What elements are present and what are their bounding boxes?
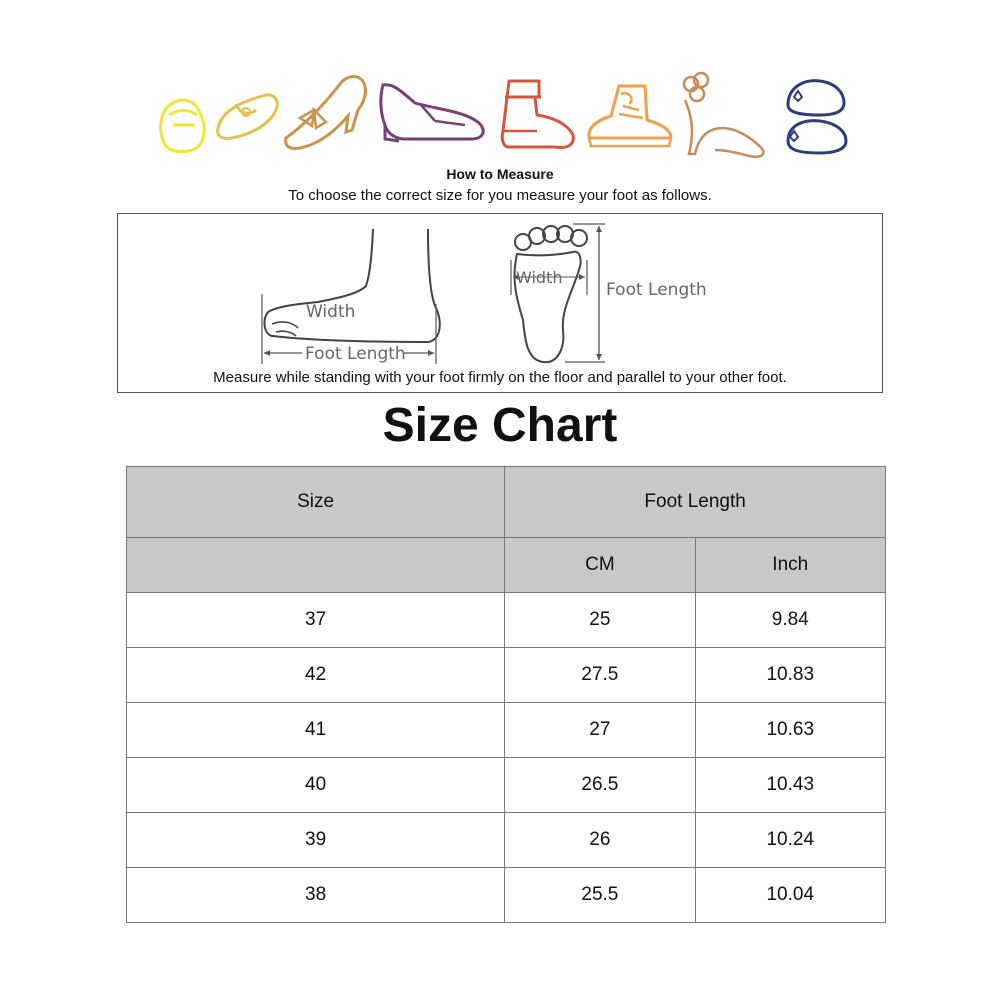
cell-size: 39: [127, 813, 505, 868]
cell-cm: 26.5: [505, 758, 695, 813]
measurement-diagram-box: [117, 213, 883, 393]
cell-size: 38: [127, 868, 505, 923]
cell-cm: 27.5: [505, 648, 695, 703]
cell-inch: 10.63: [695, 703, 885, 758]
sole-width-label: Width: [516, 268, 563, 287]
boot-icon: [495, 75, 580, 153]
sneaker-icon: [583, 80, 678, 150]
side-foot-length-label: Foot Length: [305, 344, 406, 364]
loafer-icon: [375, 75, 490, 150]
table-row: [127, 593, 886, 648]
cell-size: 37: [127, 593, 505, 648]
size-table: [126, 466, 886, 923]
table-row: [127, 703, 886, 758]
sandal-icon: [212, 80, 282, 142]
cell-cm: 26: [505, 813, 695, 868]
baby-shoe-icon: [155, 85, 215, 155]
cell-cm: 25.5: [505, 868, 695, 923]
heel-pump-icon: [280, 70, 375, 155]
cell-cm: 25: [505, 593, 695, 648]
how-to-measure-subtitle: To choose the correct size for you measure your foot as follows.: [288, 187, 712, 204]
cell-inch: 10.24: [695, 813, 885, 868]
side-foot-diagram: [258, 224, 448, 364]
sole-foot-length-label: Foot Length: [606, 280, 707, 300]
cell-inch: 10.43: [695, 758, 885, 813]
table-row: [127, 868, 886, 923]
cell-cm: 27: [505, 703, 695, 758]
cell-size: 41: [127, 703, 505, 758]
header-cm: CM: [505, 538, 695, 593]
cell-size: 40: [127, 758, 505, 813]
cell-inch: 9.84: [695, 593, 885, 648]
cell-inch: 10.83: [695, 648, 885, 703]
side-width-label: Width: [306, 302, 356, 322]
table-row: [127, 813, 886, 868]
sole-diagram: [503, 220, 608, 366]
slipper-icon: [780, 75, 855, 160]
table-row: [127, 648, 886, 703]
table-row: [127, 758, 886, 813]
table-header-row: [127, 467, 886, 538]
cell-inch: 10.04: [695, 868, 885, 923]
header-foot-length: Foot Length: [505, 467, 886, 538]
cell-size: 42: [127, 648, 505, 703]
measure-instruction: Measure while standing with your foot firmly on the floor and parallel to your other foot.: [213, 369, 787, 386]
table-subheader-row: [127, 538, 886, 593]
header-size: Size: [127, 467, 505, 538]
header-empty: [127, 538, 505, 593]
header-inch: Inch: [695, 538, 885, 593]
how-to-measure-title: How to Measure: [446, 166, 554, 182]
size-chart-title: Size Chart: [382, 399, 618, 452]
shoe-icon-strip: [150, 70, 860, 165]
stiletto-icon: [675, 70, 770, 160]
